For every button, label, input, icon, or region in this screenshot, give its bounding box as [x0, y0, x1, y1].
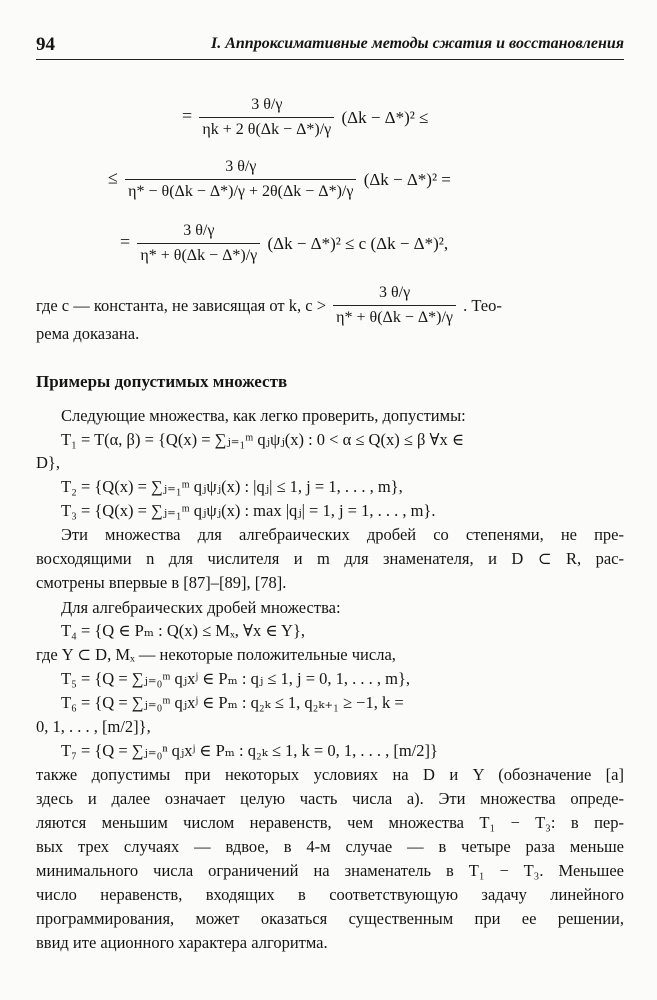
header-rule	[36, 59, 624, 60]
set-t1-line: T₁ = T(α, β) = {Q(x) = ∑ⱼ₌₁ᵐ qⱼψⱼ(x) : 0 < α ≤ Q(x) ≤ β ∀x ∈	[61, 430, 465, 449]
page-header	[36, 34, 624, 56]
conclusion-numerator: 3 θ/γ	[378, 284, 411, 301]
body-line: ляются меньшим числом неравенств, чем множества T₁ − T₃: в пер-	[36, 813, 624, 832]
body-line: вых трех случаях — вдвое, в 4-м случае — в четыре раза меньше	[36, 837, 624, 856]
eq1-numerator: 3 θ/γ	[251, 96, 283, 113]
body-line: Эти множества для алгебраических дробей со степенями, не пре-	[61, 525, 624, 544]
body-line: ввид ите ационного характера алгоритма.	[36, 933, 328, 952]
eq2-rest: (Δk − Δ*)² =	[363, 169, 451, 189]
conclusion-line	[36, 284, 502, 327]
conclusion-denominator: η* + θ(Δk − Δ*)/γ	[333, 305, 456, 327]
body-line: Следующие множества, как легко проверить, допустимы:	[61, 406, 466, 425]
set-t7-line: T₇ = {Q = ∑ⱼ₌₀ⁿ qⱼxʲ ∈ Pₘ : q₂ₖ ≤ 1, k = 0, 1, . . . , [m/2]}	[61, 741, 438, 760]
page-number: 94	[36, 34, 55, 55]
eq3-numerator: 3 θ/γ	[183, 222, 215, 239]
eq1-fraction	[199, 96, 334, 139]
body-line: здесь и далее означает целую часть числа a). Эти множества опреде-	[36, 789, 624, 808]
running-title: I. Аппроксимативные методы сжатия и восстановления	[211, 35, 624, 52]
set-t6-cont: 0, 1, . . . , [m/2]},	[36, 717, 151, 736]
conclusion-line-2: рема доказана.	[36, 324, 140, 343]
eq2-lead: ≤	[108, 167, 118, 188]
eq1-denominator: ηk + 2 θ(Δk − Δ*)/γ	[199, 117, 334, 139]
equation-3	[120, 222, 448, 265]
conclusion-text-after: . Тео-	[463, 295, 502, 315]
body-line: Для алгебраических дробей множества:	[61, 598, 341, 617]
body-line: программирования, может оказаться существенным при ее решении,	[36, 909, 624, 928]
eq3-rest: (Δk − Δ*)² ≤ c (Δk − Δ*)²,	[267, 233, 449, 253]
eq1-lead: =	[182, 105, 193, 126]
eq2-numerator: 3 θ/γ	[225, 158, 257, 175]
conclusion-text-before: где c — константа, не зависящая от k, c >	[36, 295, 327, 315]
eq3-lead: =	[120, 231, 131, 252]
eq3-fraction	[137, 222, 260, 265]
set-t6-line: T₆ = {Q = ∑ⱼ₌₀ᵐ qⱼxʲ ∈ Pₘ : q₂ₖ ≤ 1, q₂ₖ₊₁ ≥ −1, k =	[61, 693, 404, 712]
body-line: минимального числа ограничений на знаменатель в T₁ − T₃. Меньшее	[36, 861, 624, 880]
eq2-fraction	[125, 158, 356, 201]
equation-1	[182, 96, 428, 139]
set-t2-line: T₂ = {Q(x) = ∑ⱼ₌₁ᵐ qⱼψⱼ(x) : |qⱼ| ≤ 1, j = 1, . . . , m},	[61, 477, 403, 496]
equation-2	[108, 158, 451, 201]
eq2-denominator: η* − θ(Δk − Δ*)/γ + 2θ(Δk − Δ*)/γ	[125, 179, 356, 201]
body-line: смотрены впервые в [87]–[89], [78].	[36, 573, 287, 592]
set-t5-line: T₅ = {Q = ∑ⱼ₌₀ᵐ qⱼxʲ ∈ Pₘ : qⱼ ≤ 1, j = 0, 1, . . . , m},	[61, 669, 410, 688]
set-t4-line: T₄ = {Q ∈ Pₘ : Q(x) ≤ Mₓ, ∀x ∈ Y},	[61, 621, 306, 640]
eq3-denominator: η* + θ(Δk − Δ*)/γ	[137, 243, 260, 265]
set-t3-line: T₃ = {Q(x) = ∑ⱼ₌₁ᵐ qⱼψⱼ(x) : max |qⱼ| = 1, j = 1, . . . , m}.	[61, 501, 436, 520]
set-t1-cont: D},	[36, 453, 60, 472]
eq1-rest: (Δk − Δ*)² ≤	[341, 107, 429, 127]
body-line: восходящими n для числителя и m для знаменателя, и D ⊂ R, рас-	[36, 549, 624, 568]
body-line: также допустимы при некоторых условиях на D и Y (обозначение [a]	[36, 765, 624, 784]
section-title: Примеры допустимых множеств	[36, 372, 288, 391]
conclusion-fraction	[333, 284, 456, 327]
body-line: число неравенств, входящих в соответствующую задачу линейного	[36, 885, 624, 904]
body-line: где Y ⊂ D, Mₓ — некоторые положительные числа,	[36, 645, 396, 664]
